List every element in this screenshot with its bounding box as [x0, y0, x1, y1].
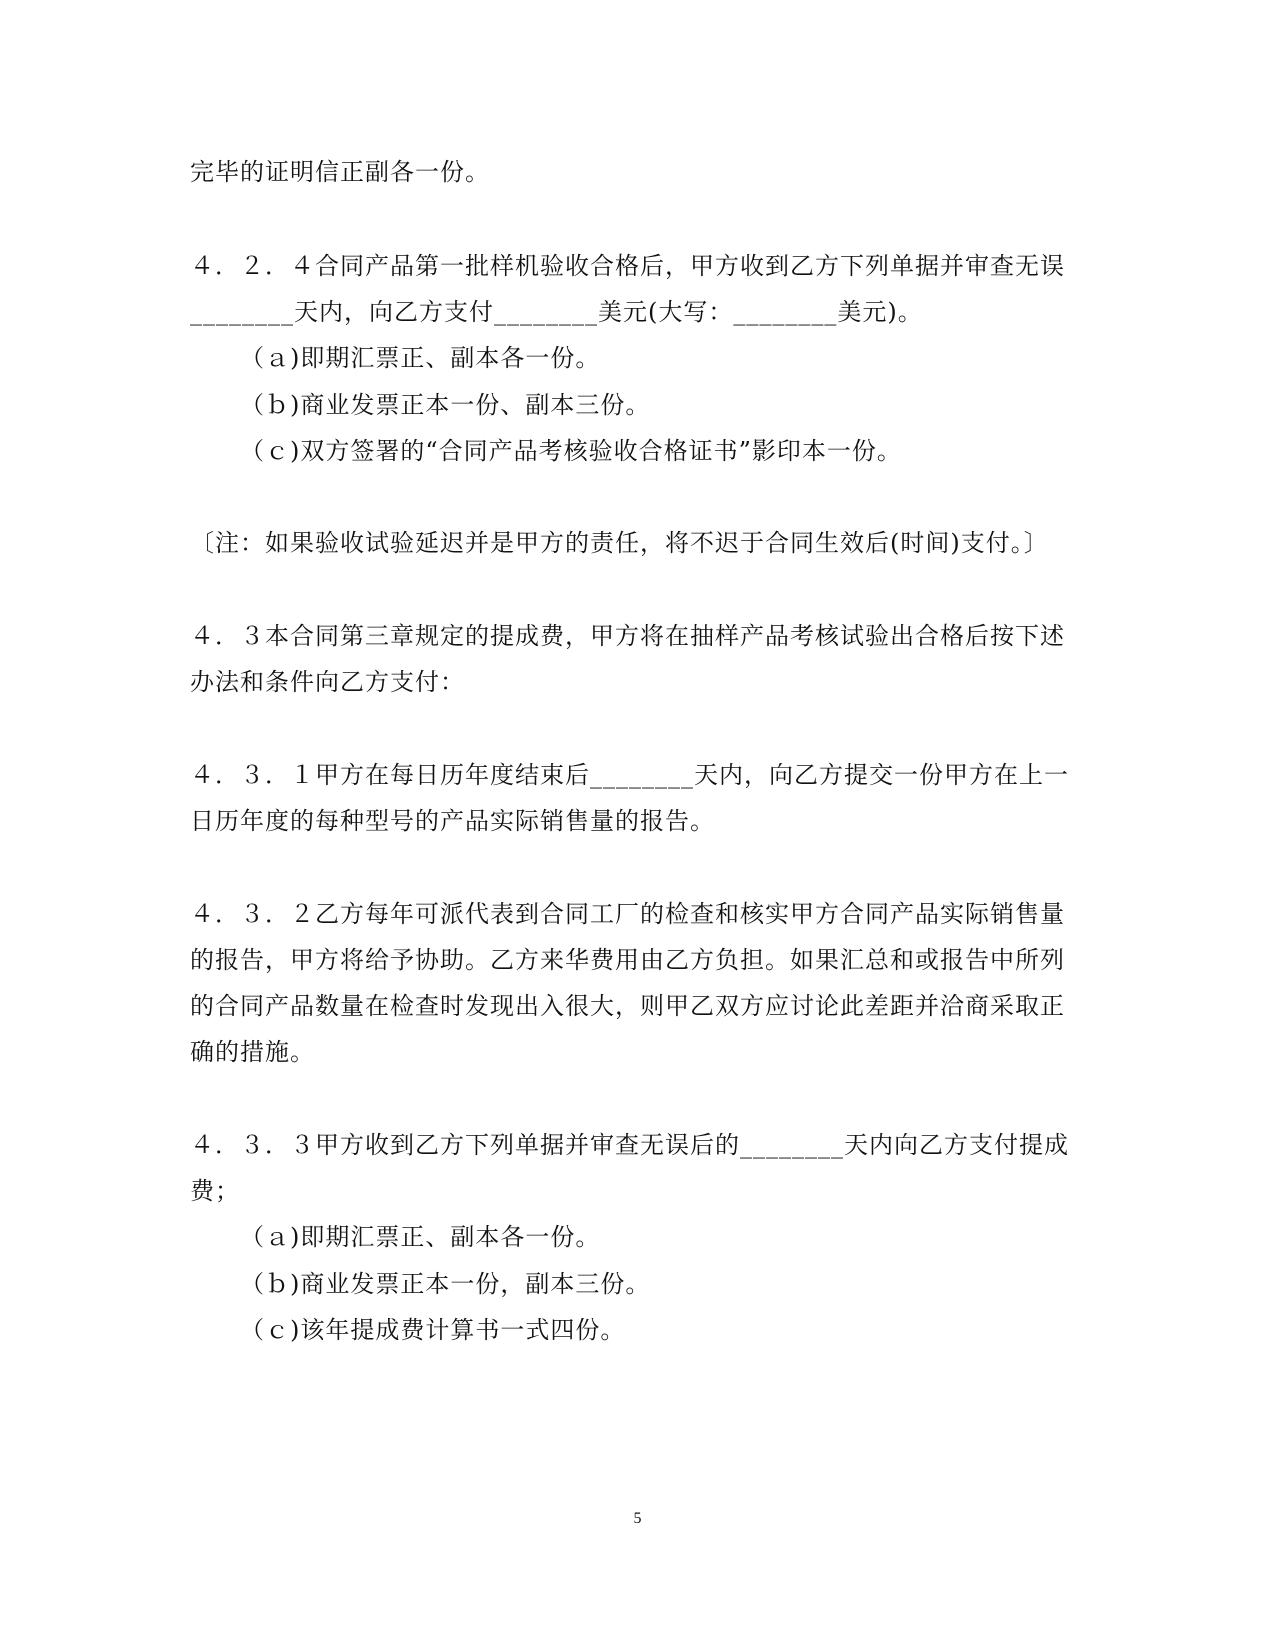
list-item: （ａ)即期汇票正、副本各一份。: [240, 1223, 601, 1251]
page-number: 5: [633, 1510, 642, 1527]
text-line: ４．３本合同第三章规定的提成费，甲方将在抽样产品考核试验出合格后按下述: [190, 622, 1065, 650]
text-line: 日历年度的每种型号的产品实际销售量的报告。: [190, 807, 715, 835]
note-line: 〔注：如果验收试验延迟并是甲方的责任，将不迟于合同生效后(时间)支付。〕: [190, 529, 1049, 557]
text-line: ４．３．１甲方在每日历年度结束后________天内，向乙方提交一份甲方在上一: [190, 761, 1069, 789]
list-item: （ｂ)商业发票正本一份、副本三份。: [240, 391, 651, 419]
list-item: （ｃ)该年提成费计算书一式四份。: [240, 1316, 626, 1344]
text-line: ４．３．２乙方每年可派代表到合同工厂的检查和核实甲方合同产品实际销售量: [190, 900, 1065, 928]
list-item: （ｂ)商业发票正本一份，副本三份。: [240, 1270, 651, 1298]
text-line: 完毕的证明信正副各一份。: [190, 158, 490, 186]
text-line: 的合同产品数量在检查时发现出入很大，则甲乙双方应讨论此差距并洽商采取正: [190, 992, 1065, 1020]
list-item: （ｃ)双方签署的“合同产品考核验收合格证书”影印本一份。: [240, 437, 902, 465]
text-line: 费；: [190, 1177, 240, 1205]
text-line: 确的措施。: [190, 1038, 315, 1066]
text-line: 办法和条件向乙方支付：: [190, 668, 465, 696]
text-line: ４．２．４合同产品第一批样机验收合格后，甲方收到乙方下列单据并审查无误: [190, 252, 1065, 280]
text-line: 的报告，甲方将给予协助。乙方来华费用由乙方负担。如果汇总和或报告中所列: [190, 946, 1065, 974]
text-line: ４．３．３甲方收到乙方下列单据并审查无误后的________天内向乙方支付提成: [190, 1131, 1069, 1159]
text-line: ________天内，向乙方支付________美元(大写：________美元)。: [190, 298, 923, 326]
list-item: （ａ)即期汇票正、副本各一份。: [240, 344, 601, 372]
